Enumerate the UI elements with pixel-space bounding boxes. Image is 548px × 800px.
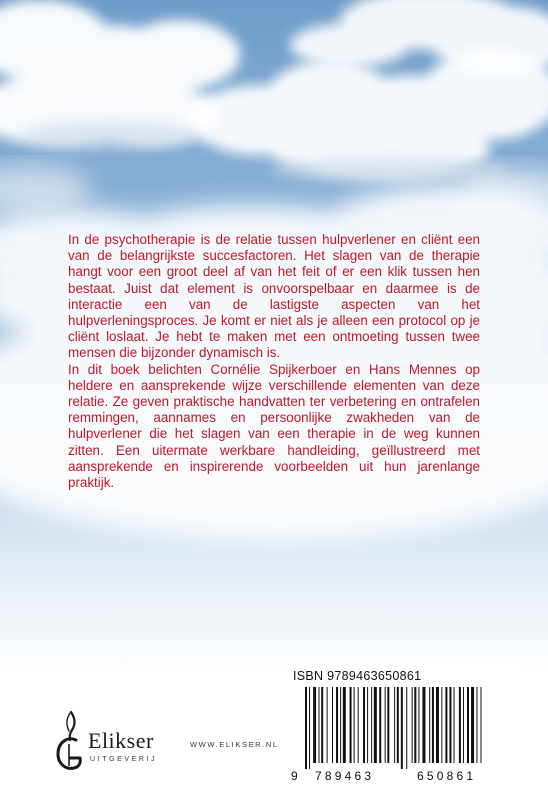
barcode-bar xyxy=(340,687,341,763)
barcode-bar xyxy=(374,687,377,763)
barcode-bar xyxy=(313,687,316,763)
barcode-bar xyxy=(406,687,407,769)
publisher-website: WWW.ELIKSER.NL xyxy=(190,740,279,749)
barcode-bar xyxy=(305,687,307,769)
barcode-bar xyxy=(358,687,359,763)
barcode-bar xyxy=(350,687,352,763)
blurb-paragraph-1: In de psychotherapie is de relatie tussen hulpverlener en cliënt een van de belangrijkste succesfactoren. Het slagen van de therapie hangt voor een groot deel af van het feit of er een klik tussen hen bestaat. Juist dat element is onvoorspelbaar en daarmee is de interactie een van de lastigste aspecten van het hulpverleningsproces. Je komt er niet als je alleen een protocol op je cliënt loslaat. Je hebt te maken met een ontmoeting tussen twee mensen die bijzonder dynamisch is. xyxy=(68,232,480,361)
barcode-bar xyxy=(422,687,425,763)
barcode-bar xyxy=(332,687,333,763)
publisher-subtitle: UITGEVERIJ xyxy=(90,756,158,763)
barcode-bar xyxy=(418,687,419,763)
barcode-bar xyxy=(454,687,455,763)
blurb-paragraph-2: In dit boek belichten Cornélie Spijkerboer en Hans Mennes op heldere en aansprekende wijze verschillende elementen van deze relatie. Ze geven praktische handvatten ter verbetering en ontrafelen remmingen, aannames en persoonlijke zwakheden van de hulpverlener die het slagen van een therapie in de weg kunnen zitten. Een uitermate werkbare handleiding, geïllustreerd met aansprekende en inspirerende voorbeelden uit hun jarenlange praktijk. xyxy=(68,361,480,491)
barcode-bar xyxy=(481,687,482,763)
barcode-digits-right: 650861 xyxy=(417,769,477,783)
barcode-bar xyxy=(379,687,381,763)
barcode-bar xyxy=(319,687,320,763)
barcode-digit-first: 9 xyxy=(291,769,298,783)
barcode-bar xyxy=(459,687,461,763)
barcode-bar xyxy=(436,687,439,763)
isbn-label: ISBN 9789463650861 xyxy=(293,669,422,683)
barcode-bar xyxy=(336,687,338,763)
barcode-bar xyxy=(445,687,447,763)
barcode-bar xyxy=(397,687,399,763)
barcode-bar xyxy=(412,687,413,763)
barcode-bar xyxy=(429,687,430,763)
barcode-bar xyxy=(343,687,346,763)
barcode-bar xyxy=(432,687,434,763)
publisher-name: Elikser xyxy=(88,728,154,753)
barcode-bar xyxy=(371,687,372,763)
barcode-bar xyxy=(309,687,310,769)
barcode-bar xyxy=(394,687,395,763)
barcode-bar xyxy=(327,687,328,763)
barcode-bar xyxy=(467,687,469,763)
isbn-barcode xyxy=(285,665,522,791)
elikser-quill-logo-icon xyxy=(54,710,84,772)
barcode-bar xyxy=(387,687,389,763)
barcode-bar xyxy=(449,687,451,763)
barcode-bar xyxy=(354,687,355,763)
barcode-bar xyxy=(463,687,464,763)
barcode-bar xyxy=(363,687,365,763)
barcode-bar xyxy=(385,687,386,763)
barcode-bar xyxy=(401,687,403,769)
barcode-bars xyxy=(285,687,522,769)
barcode-bar xyxy=(471,687,474,763)
barcode-bar xyxy=(321,687,323,763)
barcode-bar xyxy=(441,687,442,763)
barcode-bar xyxy=(367,687,368,763)
barcode-bar xyxy=(414,687,416,763)
back-cover-blurb xyxy=(68,232,480,491)
barcode-digits-left: 789463 xyxy=(315,769,375,783)
barcode-bar xyxy=(476,687,477,763)
